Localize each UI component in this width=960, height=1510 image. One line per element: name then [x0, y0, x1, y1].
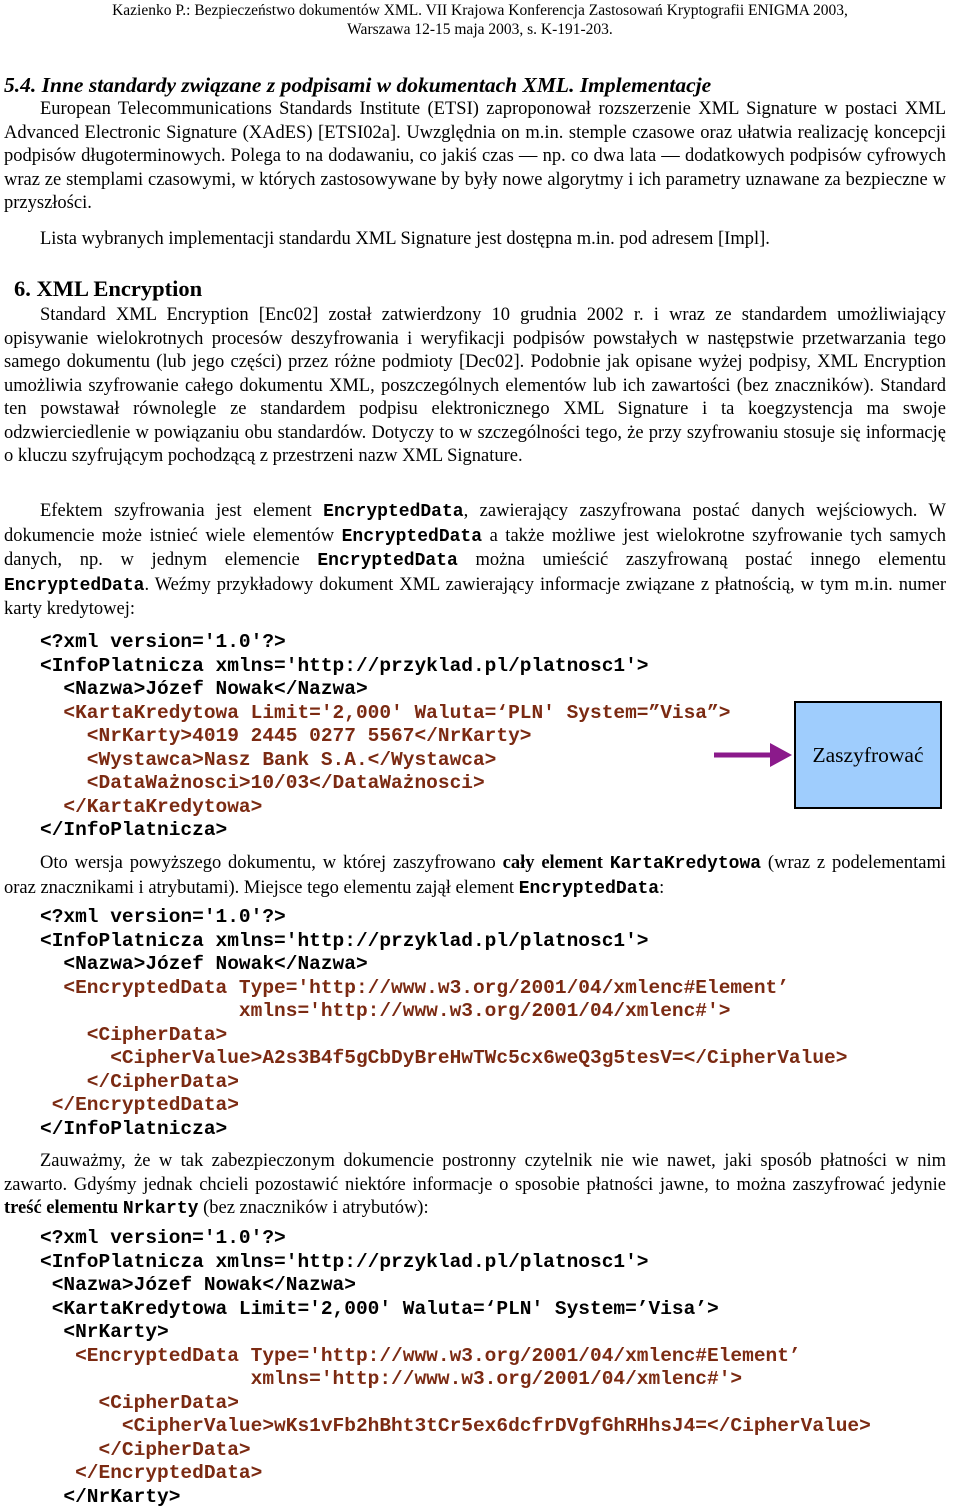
running-header-line2: Warszawa 12-15 maja 2003, s. K-191-203. [347, 21, 613, 38]
bold-term: treść elementu [4, 1198, 119, 1218]
code-line-highlighted: <EncryptedData Type='http://www.w3.org/2001/04/xmlenc#Element’ [40, 1344, 801, 1367]
code-line: <InfoPlatnicza xmlns='http://przyklad.pl/platnosc1'> [40, 654, 649, 677]
code-listing-3 [40, 1227, 871, 1509]
paragraph-whole-element: Oto wersja powyższego dokumentu, w której zaszyfrowano cały element KartaKredytowa (wraz z podelementami oraz znacznikami i atrybutami). Miejsce tego elementu zajął element EncryptedData: [4, 853, 946, 899]
code-line: <Nazwa>Józef Nowak</Nazwa> [40, 1274, 356, 1296]
code-line: <Nazwa>Józef Nowak</Nazwa> [40, 953, 368, 975]
running-header-line1: Kazienko P.: Bezpieczeństwo dokumentów XML. VII Krajowa Konferencja Zastosowań Kryptografii ENIGMA 2003, [112, 2, 848, 19]
code-line: <InfoPlatnicza xmlns='http://przyklad.pl/platnosc1'> [40, 929, 649, 952]
callout-label: Zaszyfrować [812, 742, 924, 767]
callout-encrypt-box [794, 701, 942, 809]
code-line-highlighted: <KartaKredytowa Limit='2,000' Waluta=‘PLN' System=”Visa”> [40, 701, 731, 724]
bold-term: cały element [502, 853, 603, 873]
code-line-highlighted: </KartaKredytowa> [40, 795, 263, 818]
code-term: EncryptedData [323, 502, 464, 522]
code-listing-1 [40, 631, 730, 843]
code-line: <?xml version='1.0'?> [40, 1227, 286, 1249]
code-line-highlighted: <CipherData> [40, 1391, 239, 1414]
code-term: Nrkarty [122, 1199, 199, 1219]
code-line: <?xml version='1.0'?> [40, 631, 286, 653]
code-listing-2 [40, 906, 847, 1141]
arrow-right-icon [714, 740, 794, 770]
paragraph-encrypteddata: Efektem szyfrowania jest element EncryptedData, zawierający zaszyfrowana postać danych wejściowych. W dokumencie może istnieć wiele elementów EncryptedData a także możliwe jest wielokrotne szyfrowanie tych samych danych, np. w jednym elemencie EncryptedData można umieścić zaszyfrowaną postać innego elementu EncryptedData. Weźmy przykładowy dokument XML zawierający informacje związane z płatnością, w tym m.in. numer karty kredytowej: [4, 501, 946, 619]
code-line: </InfoPlatnicza> [40, 1117, 228, 1140]
code-line: <NrKarty> [40, 1321, 169, 1343]
code-line-highlighted: </EncryptedData> [40, 1094, 239, 1116]
code-line-highlighted: </EncryptedData> [40, 1462, 263, 1484]
code-line: <Nazwa>Józef Nowak</Nazwa> [40, 678, 368, 700]
code-line-highlighted: <CipherValue>A2s3B4f5gCbDyBreHwTWc5cx6weQ3g5tesV=</CipherValue> [40, 1047, 848, 1069]
code-line: <InfoPlatnicza xmlns='http://przyklad.pl/platnosc1'> [40, 1250, 649, 1273]
code-line-highlighted: <DataWażnosci>10/03</DataWażnosci> [40, 772, 485, 794]
code-line-highlighted: <CipherData> [40, 1023, 228, 1046]
section-heading-5-4: 5.4. Inne standardy związane z podpisami w dokumentach XML. Implementacje [4, 73, 712, 97]
code-line: <KartaKredytowa Limit='2,000' Waluta=‘PLN' System=’Visa’> [40, 1297, 719, 1320]
code-line-highlighted: <EncryptedData Type='http://www.w3.org/2001/04/xmlenc#Element’ [40, 976, 789, 999]
paragraph-xml-encryption-intro: Standard XML Encryption [Enc02] został zatwierdzony 10 grudnia 2002 r. i wraz ze standardem umożliwiający opisywanie wielokrotnych procesów deszyfrowania i weryfikacji podpisów powstałych w następstwie przetwarzania tego samego dokumentu (lub jego części) przez różne podmioty [Dec02]. Podobnie jak opisane wyżej podpisy, XML Encryption umożliwia szyfrowanie całego dokumentu XML, poszczególnych elementów lub ich zawartości (bez znaczników). Standard ten powstawał równolegle ze standardem podpisu elektronicznego XML Signature i ta koegzystencja ma swoje odzwierciedlenie w powiązaniu obu standardów. Dotyczy to w szczególności tego, że przy szyfrowaniu stosuje się informację o kluczu szyfrującym pochodzącą z przestrzeni nazw XML Signature. [4, 305, 946, 466]
code-line: </NrKarty> [40, 1485, 181, 1508]
code-line-highlighted: </CipherData> [40, 1070, 239, 1093]
section-heading-6: 6. XML Encryption [14, 276, 203, 301]
code-term: EncryptedData [317, 551, 458, 571]
code-line: <?xml version='1.0'?> [40, 906, 286, 928]
code-line-highlighted: </CipherData> [40, 1438, 251, 1461]
code-term: KartaKredytowa [609, 854, 762, 874]
code-term: EncryptedData [518, 878, 660, 899]
paragraph-content-only: Zauważmy, że w tak zabezpieczonym dokumencie postronny czytelnik nie wie nawet, jaki sposób płatności w nim zawarto. Gdyśmy jednak chcieli pozostawić niektóre informacje o sposobie płatności jawne, to można zaszyfrować jedynie treść elementu Nrkarty (bez znaczników i atrybutów): [4, 1151, 946, 1219]
code-line-highlighted: xmlns='http://www.w3.org/2001/04/xmlenc#'> [40, 1000, 731, 1022]
paragraph-xades: European Telecommunications Standards Institute (ETSI) zaproponował rozszerzenie XML Signature w postaci XML Advanced Electronic Signature (XAdES) [ETSI02a]. Uwzględnia on m.in. stemple czasowe oraz ułatwia realizację koncepcji podpisów długoterminowych. Polega to na dodawaniu, co jakiś czas — np. co dwa lata — dodatkowych podpisów cyfrowych wraz ze stemplami czasowymi, w których zastosowywane by były nowe algorytmy i ich parametry uznawane za bezpieczne w przyszłości. [4, 99, 946, 213]
code-line-highlighted: <CipherValue>wKs1vFb2hBht3tCr5ex6dcfrDVgfGhRHhsJ4=</CipherValue> [40, 1415, 871, 1437]
code-term: EncryptedData [4, 575, 145, 596]
code-line-highlighted: <NrKarty>4019 2445 0277 5567</NrKarty> [40, 725, 532, 747]
code-line-highlighted: <Wystawca>Nasz Bank S.A.</Wystawca> [40, 748, 497, 771]
code-line: </InfoPlatnicza> [40, 819, 228, 841]
paragraph-implementations: Lista wybranych implementacji standardu XML Signature jest dostępna m.in. pod adresem [Impl]. [40, 229, 770, 249]
code-line-highlighted: xmlns='http://www.w3.org/2001/04/xmlenc#'> [40, 1368, 743, 1390]
code-term: EncryptedData [341, 526, 483, 547]
